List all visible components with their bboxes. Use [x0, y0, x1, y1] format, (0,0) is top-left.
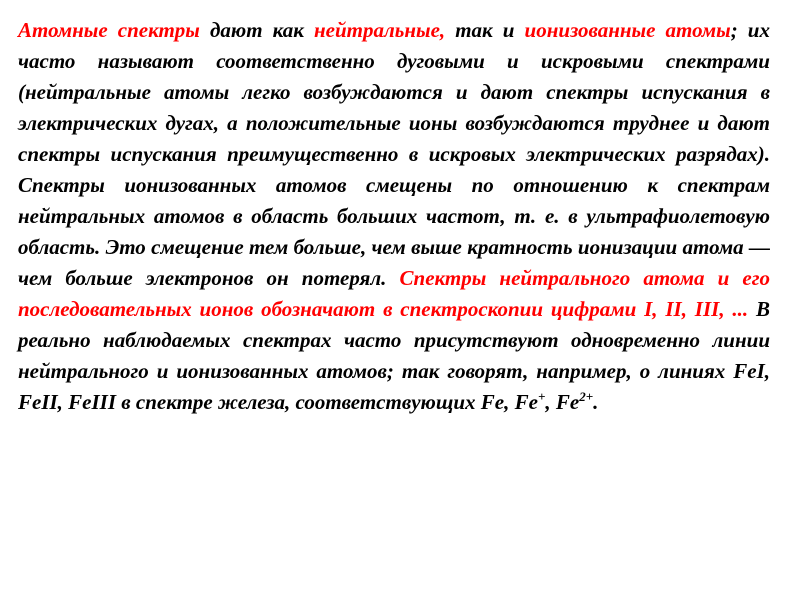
highlight-ionized-atoms: ионизованные атомы	[524, 18, 731, 42]
text-run: так и	[445, 18, 525, 42]
highlight-neutral: нейтральные,	[313, 18, 446, 42]
superscript-2plus: 2+	[579, 389, 594, 404]
text-run: .	[593, 390, 599, 414]
superscript-plus: +	[537, 389, 546, 404]
text-run: , Fe	[545, 390, 580, 414]
highlight-spectra-notation: Спектры нейтрального атома и его последовательных ионов обозначают в спектроскопии цифрами I, II, III, ...	[18, 266, 770, 321]
text-run: В реально наблюдаемых спектрах часто присутствуют одновременно линии нейтрального и ионизованных атомов; так говорят, например, о линиях FeI, FeII, FeIII в спектре железа, соответствующих Fe, Fe	[18, 297, 770, 414]
body-paragraph	[18, 15, 770, 418]
highlight-atomic-spectra: Атомные спектры	[18, 18, 200, 42]
text-run: дают как	[199, 18, 314, 42]
text-run: ; их часто называют соответственно дуговыми и искровыми спектрами (нейтральные атомы легко возбуждаются и дают спектры испускания в электрических дугах, а положительные ионы возбуждаются труднее и дают спектры испускания преимущественно в искровых электрических разрядах). Спектры ионизованных атомов смещены по отношению к спектрам нейтральных атомов в область больших частот, т. е. в ультрафиолетовую область. Это смещение тем больше, чем выше кратность ионизации атома — чем больше электронов он потерял.	[18, 18, 770, 290]
